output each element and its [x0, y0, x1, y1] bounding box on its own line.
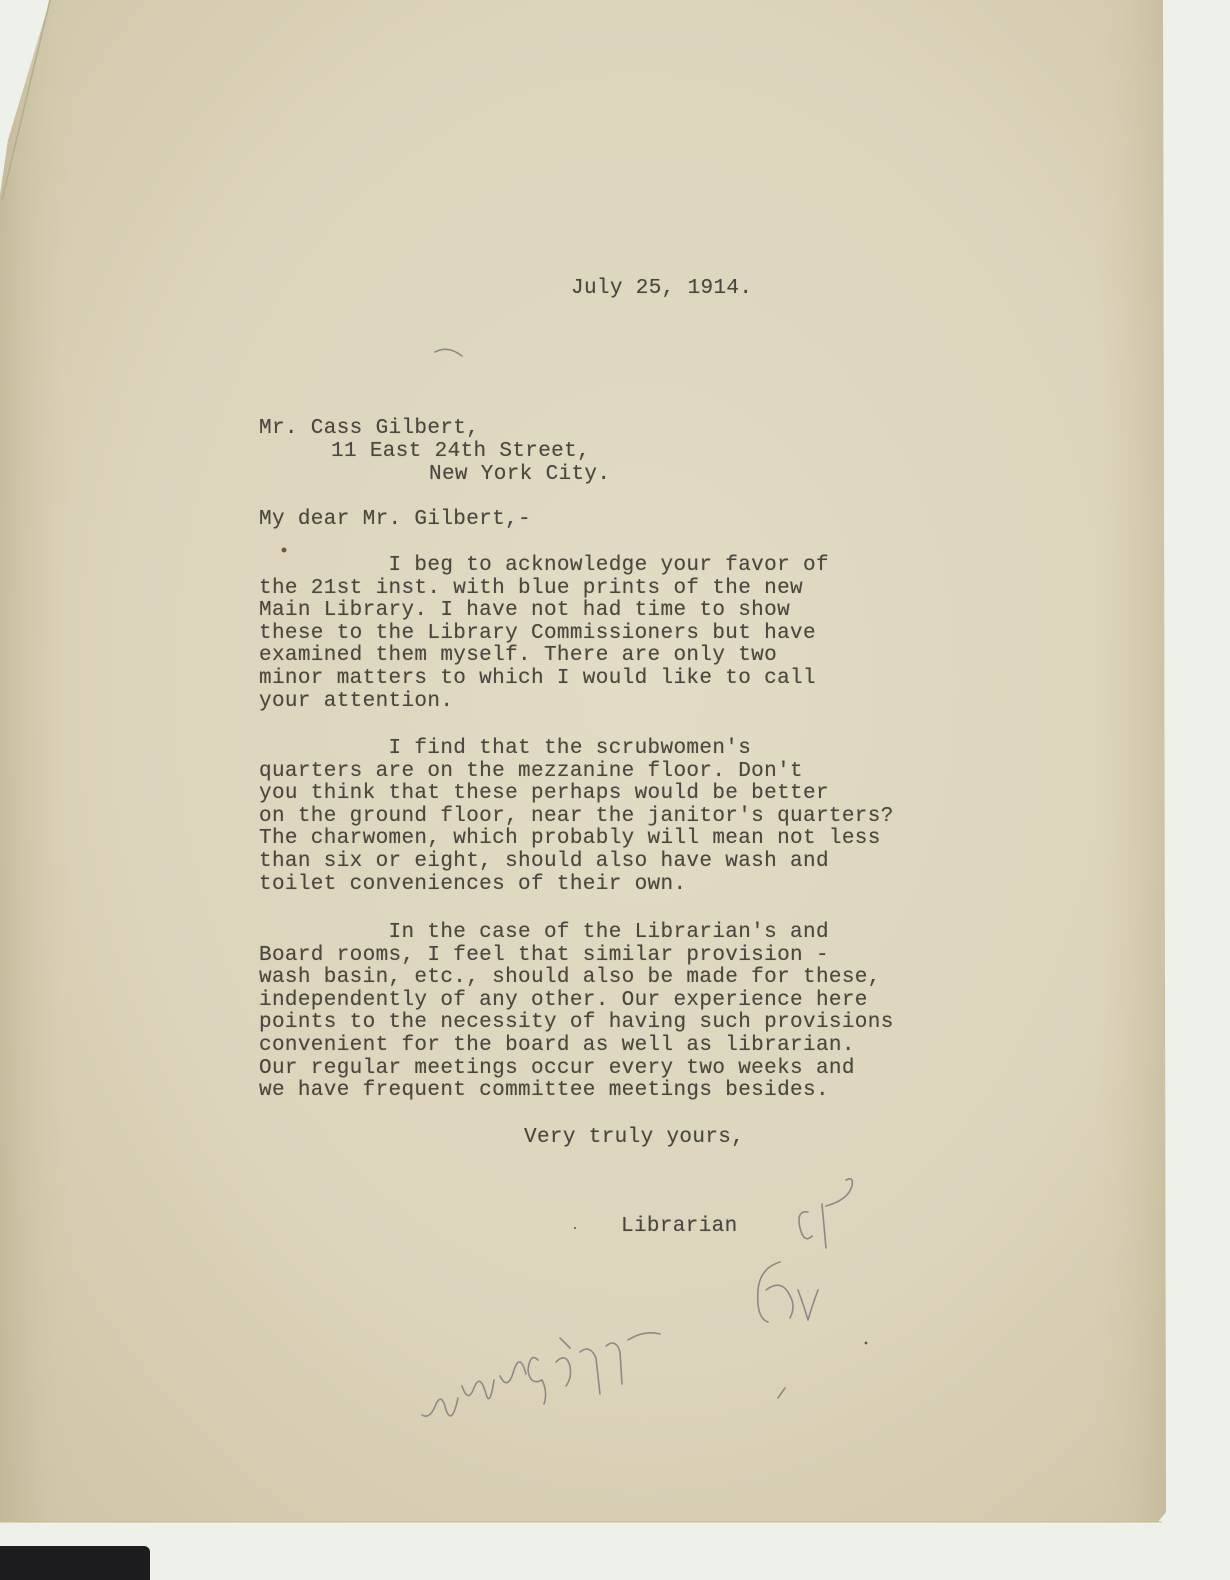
closing: Very truly yours, [524, 1126, 745, 1149]
paragraph-line: than six or eight, should also have wash and [259, 849, 829, 873]
paragraph-line: independently of any other. Our experience here [259, 988, 868, 1012]
paragraph-line: In the case of the Librarian's and [259, 921, 829, 944]
paragraph-line: minor matters to which I would like to call [259, 666, 816, 690]
recipient-street: 11 East 24th Street, [331, 440, 591, 463]
recipient-name: Mr. Cass Gilbert, [259, 417, 480, 440]
paragraph-line: convenient for the board as well as librarian. [259, 1033, 855, 1057]
paragraph-line: The charwomen, which probably will mean not less [259, 827, 881, 851]
paragraph-line: Board rooms, I feel that similar provision - [259, 943, 829, 967]
paragraph-line: these to the Library Commissioners but have [259, 621, 816, 645]
paragraph-line: the 21st inst. with blue prints of the new [259, 576, 803, 600]
paragraph-line: examined them myself. There are only two [259, 644, 778, 668]
recipient-city: New York City. [429, 463, 611, 486]
paragraph-line: I find that the scrubwomen's [259, 737, 752, 760]
paragraph-line: I beg to acknowledge your favor of [259, 554, 829, 577]
paragraph-line: you think that these perhaps would be better [259, 782, 829, 806]
paragraph-line: wash basin, etc., should also be made for these, [259, 966, 881, 990]
signature-title: Librarian [621, 1215, 738, 1238]
paragraph-line: points to the necessity of having such provisions [259, 1011, 894, 1035]
salutation: My dear Mr. Gilbert,- [259, 508, 531, 531]
paragraph-line: quarters are on the mezzanine floor. Don't [259, 759, 803, 783]
paragraph-line: your attention. [259, 689, 454, 713]
paragraph-line: Our regular meetings occur every two weeks and [259, 1056, 855, 1080]
scanner-edge [0, 1546, 150, 1580]
paragraph-line: toilet conveniences of their own. [259, 872, 687, 896]
letter-date: July 25, 1914. [571, 277, 753, 300]
paragraph-line: we have frequent committee meetings besides. [259, 1079, 829, 1103]
paragraph-line: Main Library. I have not had time to show [259, 599, 791, 623]
paragraph-line: on the ground floor, near the janitor's quarters? [259, 804, 894, 828]
